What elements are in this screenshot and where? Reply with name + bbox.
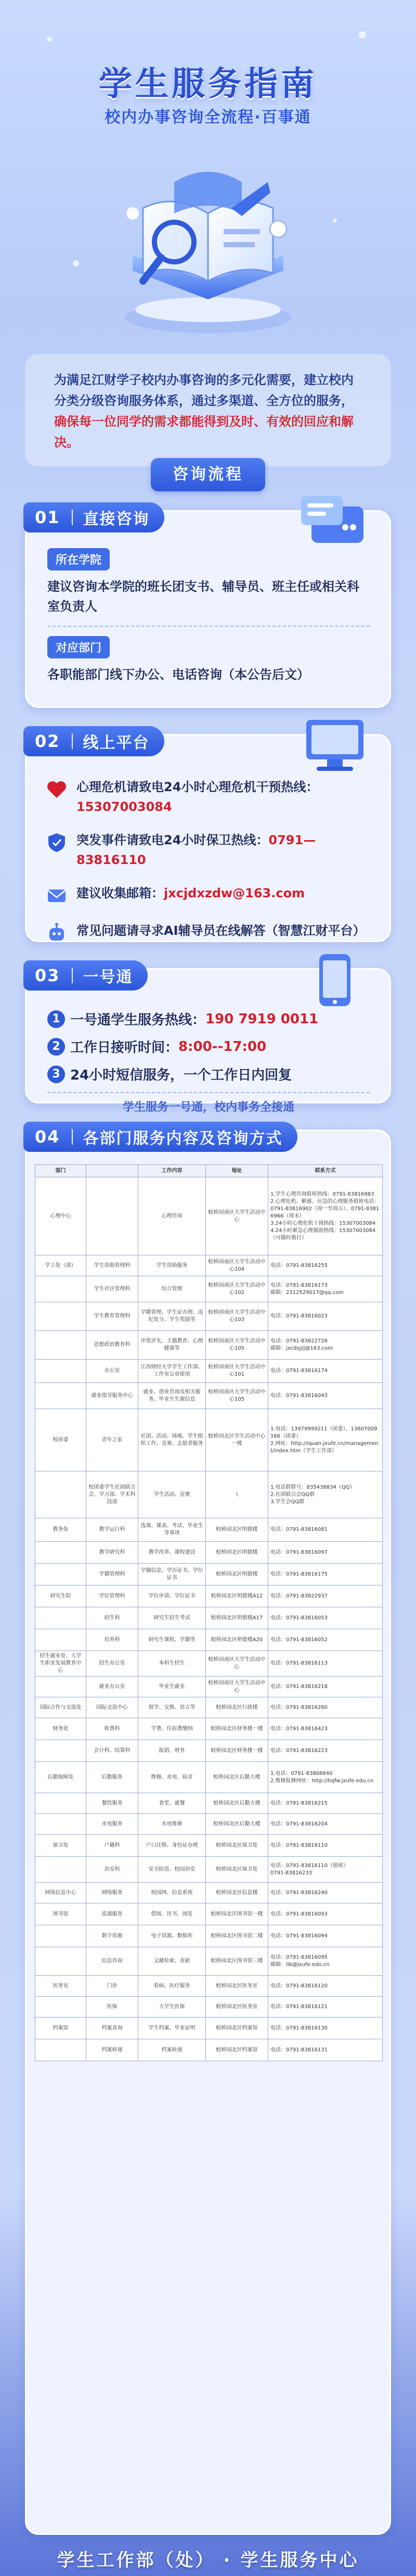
sub-department-cell: 教学运行科 [86, 1518, 138, 1542]
table-row [35, 1997, 383, 2017]
security-hotline-number[interactable]: 0791—83816110 [76, 833, 316, 867]
section-ribbon-flow: 咨询流程 [151, 458, 265, 491]
footer [0, 2545, 416, 2576]
department-cell: 财务处 [35, 1718, 86, 1740]
contact-cell[interactable]: 电话：0791-83822937 [268, 1585, 383, 1607]
sub-department-cell: 档案转递 [86, 2039, 138, 2061]
sub-department-cell: 门诊 [86, 1976, 138, 1997]
contact-cell[interactable]: 电话：0791-83816110 [268, 1835, 383, 1857]
sms-service-text: 24小时短信服务，一个工作日内回复 [70, 1068, 292, 1083]
hours-value: 8:00--17:00 [178, 1038, 267, 1055]
card-number: 01 [35, 507, 60, 527]
contact-cell[interactable]: 电话：0791-83816113 [268, 1651, 383, 1677]
address-cell: 蛟桥园北区明德楼A20 [206, 1629, 268, 1651]
page-subtitle: 校内办事咨询全流程·百事通 [105, 108, 311, 126]
department-cell [35, 1383, 86, 1409]
work-content-cell: 看病、医疗服务 [138, 1976, 206, 1997]
table-row [35, 1607, 383, 1629]
table-row [35, 1925, 383, 1947]
intro-text-normal: 为满足江财学子校内办事咨询的多元化需要，建立校内分类分级咨询服务体系，通过多渠道、全方位的服务， [54, 373, 354, 408]
address-cell: 蛟桥园北区明德楼A12 [206, 1585, 268, 1607]
sub-department-cell: 水电服务 [86, 1814, 138, 1835]
department-cell: 教务处 [35, 1518, 86, 1542]
address-cell: 蛟桥园北区明德楼 [206, 1518, 268, 1542]
hotline-label: 一号通学生服务热线： [70, 1012, 206, 1028]
hotline-item [47, 1037, 370, 1056]
table-row [35, 1857, 383, 1883]
table-row [35, 1255, 383, 1276]
hero-header [0, 0, 416, 364]
intro-card [25, 354, 391, 466]
shield-icon [45, 831, 68, 854]
tag-college: 所在学院 [47, 548, 110, 570]
sub-department-cell: 医保 [86, 1997, 138, 2017]
step-number: 2 [47, 1038, 65, 1056]
card-title: 一号通 [83, 968, 133, 986]
mail-icon [45, 884, 68, 907]
department-cell [35, 1302, 86, 1331]
card-number: 04 [35, 1127, 60, 1147]
table-row [35, 1409, 383, 1471]
contact-cell[interactable]: 电话：0791-83816081 [268, 1518, 383, 1542]
security-hotline-label: 突发事件请致电24小时保卫热线： [76, 833, 269, 847]
department-cell: 校团委 [35, 1409, 86, 1471]
contact-cell[interactable]: 电话：0791-83816175 [268, 1564, 383, 1585]
hotline-item [47, 1064, 370, 1084]
card-header-divider [72, 968, 73, 983]
contact-cell[interactable]: 电话：0791-83816120 [268, 1976, 383, 1997]
address-cell: 蛟桥园北区财务楼一楼 [206, 1740, 268, 1762]
work-content-cell: 档案转递 [138, 2039, 206, 2061]
psych-hotline-number[interactable]: 15307003084 [76, 800, 172, 814]
work-content-cell: 学籍管理、学生证办理、违纪处分、学生奖励等 [138, 1302, 206, 1331]
card-header-03 [23, 960, 148, 991]
work-content-cell: 学籍信息、学历证书、学位证书 [138, 1564, 206, 1585]
department-table-wrap [35, 1164, 382, 2061]
footer-org-right: 学生服务中心 [240, 2550, 359, 2571]
work-content-cell: 借阅、还书、阅览 [138, 1904, 206, 1925]
table-row [35, 1651, 383, 1677]
contact-cell[interactable]: 电话：0791-83816094 [268, 1925, 383, 1947]
table-row [35, 1276, 383, 1302]
chat-bubbles-icon [296, 491, 374, 553]
work-content-cell: 评优评先、主题教育、心理健康等 [138, 1331, 206, 1360]
address-cell: 蛟桥园南区大学生活动中心101 [206, 1360, 268, 1383]
table-row [35, 1302, 383, 1331]
card-header-04 [23, 1122, 297, 1152]
department-cell: 图书馆 [35, 1904, 86, 1925]
contact-cell[interactable]: 1.电话群群号：835438834（QQ） 2.社团联合会QQ群 3.学生会QQ群 [268, 1471, 383, 1518]
department-cell [35, 1629, 86, 1651]
ai-counselor-text: 常见问题请寻求AI辅导员在线解答（智慧江财平台） [76, 923, 366, 938]
table-header-cell: 工作内容 [138, 1165, 206, 1177]
contact-cell[interactable]: 电话：0791-83816043 [268, 1383, 383, 1409]
address-cell: 蛟桥园北区图书馆一楼 [206, 1904, 268, 1925]
address-cell: 蛟桥园南区大学生活动中心104 [206, 1255, 268, 1276]
sub-department-cell: 办公室 [86, 1360, 138, 1383]
work-content-cell: 毕业生就业 [138, 1677, 206, 1697]
department-cell [35, 1793, 86, 1814]
email-label: 建议收集邮箱： [76, 886, 164, 900]
contact-cell[interactable]: 电话：0791-83816173 邮箱：2312529017@qq.com [268, 1276, 383, 1302]
department-cell: 心理中心 [35, 1177, 86, 1255]
address-cell: 蛟桥园北区后勤大楼 [206, 1814, 268, 1835]
department-table [35, 1164, 383, 2061]
department-cell: 学工处（部） [35, 1255, 86, 1276]
table-row [35, 1835, 383, 1857]
table-row [35, 1629, 383, 1651]
online-item-ai [45, 921, 378, 945]
department-cell [35, 1471, 86, 1518]
work-content-cell: 心理咨询 [138, 1177, 206, 1255]
address-cell: 蛟桥园北区财务楼一楼 [206, 1718, 268, 1740]
address-cell: 蛟桥园北区保卫处 [206, 1857, 268, 1883]
work-content-cell: 电子资源、数据库 [138, 1925, 206, 1947]
card-header-01 [23, 502, 164, 532]
work-content-cell: 学生档案、毕业证明 [138, 2017, 206, 2039]
card-title: 直接咨询 [83, 510, 150, 528]
table-row [35, 1383, 383, 1409]
work-content-cell: 选课、课表、考试、毕业生等事项 [138, 1518, 206, 1542]
contact-cell[interactable]: 电话：0791-83816131 [268, 2039, 383, 2061]
sub-department-cell: 信息咨询 [86, 1947, 138, 1976]
address-cell: 蛟桥园南区大学生活动中心 [206, 1651, 268, 1677]
sub-department-cell: 户籍科 [86, 1835, 138, 1857]
department-advice-text: 各职能部门线下办公、电话咨询（本公告后文） [47, 667, 309, 682]
contact-cell[interactable]: 电话：0791-83816097 [268, 1542, 383, 1564]
sub-department-cell: 学生教育管理科 [86, 1302, 138, 1331]
department-cell [35, 1925, 86, 1947]
card-header-02 [23, 726, 164, 756]
address-cell: 蛟桥园南区大学生活动中心105 [206, 1383, 268, 1409]
intro-text-highlight: 确保每一位同学的需求都能得到及时、有效的回应和解决。 [54, 414, 354, 450]
card-header-divider [72, 1129, 73, 1145]
work-content-cell: 维修、水电、宿舍 [138, 1762, 206, 1793]
monitor-icon [296, 715, 374, 777]
sub-department-cell: 培养科 [86, 1629, 138, 1651]
contact-cell[interactable]: 电话：0791-83816095 邮箱：lib@jxufe.edu.cn [268, 1947, 383, 1976]
table-row [35, 1542, 383, 1564]
contact-cell[interactable]: 电话：0791-83816174 [268, 1360, 383, 1383]
online-item-psych [45, 777, 378, 817]
address-cell: 蛟桥园北区明德楼 [206, 1542, 268, 1564]
table-header-row [35, 1165, 383, 1177]
online-item-security [45, 830, 378, 870]
table-row [35, 1360, 383, 1383]
sub-department-cell: 餐饮服务 [86, 1793, 138, 1814]
contact-cell[interactable]: 电话：0791-83816260 [268, 1697, 383, 1718]
contact-cell[interactable]: 1.学生心理咨询值班热线：0791-83816983 2.心理危机、解惑、应急的心理服务值班电话：0791-83816902（周一至周五）、0791-83816966（周末） 3.24小时心理危机干预热线：15307003084 4.24小时紧急心理援助热线：15307003084（可随时拨打） [268, 1177, 383, 1255]
table-row [35, 1740, 383, 1762]
card-direct-consult [25, 507, 391, 708]
psych-hotline-label: 心理危机请致电24小时心理危机干预热线： [76, 780, 319, 794]
department-cell [35, 1947, 86, 1976]
contact-cell[interactable]: 电话：0791-83816052 [268, 1629, 383, 1651]
footer-dot-icon: · [223, 2550, 232, 2571]
table-row [35, 2017, 383, 2039]
table-row [35, 1814, 383, 1835]
address-cell: 蛟桥园北区档案馆 [206, 2039, 268, 2061]
table-row [35, 1904, 383, 1925]
department-cell: 档案馆 [35, 2017, 86, 2039]
hotline-number[interactable]: 190 7919 0011 [205, 1011, 319, 1027]
card-hotline [25, 966, 391, 1114]
step-number: 1 [47, 1010, 65, 1028]
table-row [35, 1331, 383, 1360]
email-address-link[interactable]: jxcjdxzdw@163.com [164, 886, 305, 900]
online-item-email [45, 883, 378, 907]
department-cell [35, 1276, 86, 1302]
department-cell: 后勤保障处 [35, 1762, 86, 1793]
address-cell: 蛟桥园北区医务室 [206, 1997, 268, 2017]
contact-cell[interactable]: 1.电话：0791-83808840 2.维修报修网址：http://hqfw.jxufe.edu.cn [268, 1762, 383, 1793]
sub-department-cell: 网络服务 [86, 1883, 138, 1904]
address-cell: 蛟桥园北区明德楼 [206, 1564, 268, 1585]
address-cell: 蛟桥园北区行政楼 [206, 1697, 268, 1718]
hotline-slogan: 学生服务一号通，校内事务全接通 [122, 1101, 294, 1114]
table-row [35, 1976, 383, 1997]
robot-icon [45, 922, 68, 945]
address-cell: 蛟桥园北区后勤大楼 [206, 1762, 268, 1793]
work-content-cell: 研究生招生考试 [138, 1607, 206, 1629]
contact-cell[interactable]: 电话：0791-83816223 [268, 1740, 383, 1762]
tag-department: 对应部门 [47, 636, 110, 658]
work-content-cell: 学生资助服务 [138, 1255, 206, 1276]
divider [47, 1092, 370, 1093]
phone-icon [296, 949, 374, 1011]
table-body [35, 1177, 383, 2061]
work-content-cell: 学位申请、学位证书 [138, 1585, 206, 1607]
contact-cell[interactable]: 电话：0791-83816255 [268, 1255, 383, 1276]
work-content-cell: 教学改革、课程建设 [138, 1542, 206, 1564]
table-row [35, 1585, 383, 1607]
table-header-cell: 地址 [206, 1165, 268, 1177]
department-cell [35, 1331, 86, 1360]
work-content-cell: 综合管理 [138, 1276, 206, 1302]
sub-department-cell: 思想政治教育科 [86, 1331, 138, 1360]
work-content-cell: 留学、交换、语言等 [138, 1697, 206, 1718]
work-content-cell: 学生活动、竞赛 [138, 1471, 206, 1518]
department-cell: 招生就业处、大学生职业发展教育中心 [35, 1651, 86, 1677]
table-row [35, 1883, 383, 1904]
work-content-cell: 食堂、就餐 [138, 1793, 206, 1814]
contact-cell[interactable]: 电话：0791-83816023 [268, 1302, 383, 1331]
table-row [35, 1697, 383, 1718]
work-content-cell: 学费、住宿费缴纳 [138, 1718, 206, 1740]
contact-cell[interactable]: 电话：0791-83816240 [268, 1883, 383, 1904]
sub-department-cell: 治安科 [86, 1857, 138, 1883]
sub-department-cell: 数字资源 [86, 1925, 138, 1947]
table-header-cell: 联系方式 [268, 1165, 383, 1177]
sub-department-cell: 青年之家 [86, 1409, 138, 1471]
work-content-cell: 大学生医保 [138, 1997, 206, 2017]
sub-department-cell: 招生办公室 [86, 1651, 138, 1677]
sub-department-cell: 会计科、结算科 [86, 1740, 138, 1762]
card-header-divider [72, 510, 73, 525]
table-header-cell [86, 1165, 138, 1177]
college-advice-text: 建议咨询本学院的班长团支书、辅导员、班主任或相关科室负责人 [47, 579, 359, 614]
department-cell [35, 1607, 86, 1629]
sub-department-cell [86, 1177, 138, 1255]
sub-department-cell: 国际交流中心 [86, 1697, 138, 1718]
address-cell: 蛟桥园北区图书馆三楼 [206, 1947, 268, 1976]
table-row [35, 1471, 383, 1518]
work-content-cell: 安全防范、校园治安 [138, 1857, 206, 1883]
table-row [35, 1518, 383, 1542]
department-cell: 国际合作与交流处 [35, 1697, 86, 1718]
contact-cell[interactable]: 电话：0791-83816110（值班） 0791-83816233 [268, 1857, 383, 1883]
work-content-cell: 研究生课程、学籍等 [138, 1629, 206, 1651]
address-cell: 蛟桥园南区大学生活动中心102 [206, 1276, 268, 1302]
contact-cell[interactable]: 电话：0791-83816204 [268, 1814, 383, 1835]
department-cell: 保卫处 [35, 1835, 86, 1857]
address-cell: 蛟桥园北区档案馆 [206, 2017, 268, 2039]
department-cell [35, 1814, 86, 1835]
department-cell: 网络信息中心 [35, 1883, 86, 1904]
sub-department-cell: 收费科 [86, 1718, 138, 1740]
table-row [35, 1947, 383, 1976]
department-cell [35, 1360, 86, 1383]
department-cell [35, 1740, 86, 1762]
department-cell [35, 1857, 86, 1883]
work-content-cell: 校园网、信息系统 [138, 1883, 206, 1904]
sub-department-cell: 就业指导服务中心 [86, 1383, 138, 1409]
card-number: 03 [35, 966, 60, 985]
step-number: 3 [47, 1065, 65, 1083]
address-cell: 蛟桥园北区保卫处 [206, 1835, 268, 1857]
contact-cell[interactable]: 电话：0791-83816130 [268, 2017, 383, 2039]
department-cell: 研究生院 [35, 1585, 86, 1607]
contact-cell[interactable]: 电话：0791-83816053 [268, 1607, 383, 1629]
sub-department-cell: 学籍管理科 [86, 1564, 138, 1585]
work-content-cell: 就业、创业咨询及相关服务、毕业生生源信息 [138, 1383, 206, 1409]
contact-cell[interactable]: 电话：0791-83816093 [268, 1904, 383, 1925]
address-cell: 蛟桥园北区图书馆二楼 [206, 1925, 268, 1947]
address-cell: 蛟桥园北区信息楼 [206, 1883, 268, 1904]
sub-department-cell: 校团委学生社团联合会、学习部、学术科技部 [86, 1471, 138, 1518]
address-cell: 蛟桥园南区大学生活动中心105 [206, 1331, 268, 1360]
table-row [35, 1762, 383, 1793]
department-cell [35, 1564, 86, 1585]
address-cell: 蛟桥园南区大学生活动中心103 [206, 1302, 268, 1331]
work-content-cell: 文献检索、查新 [138, 1947, 206, 1976]
address-cell: 蛟桥园南区大学生活动中心 [206, 1677, 268, 1697]
work-content-cell: 户口迁移、身份证办理 [138, 1835, 206, 1857]
sub-department-cell: 后勤服务 [86, 1762, 138, 1793]
hotline-item [47, 1009, 370, 1029]
sub-department-cell: 招生科 [86, 1607, 138, 1629]
divider [47, 626, 370, 627]
contact-cell[interactable]: 电话：0791-83816218 [268, 1677, 383, 1697]
intro-text [54, 370, 362, 453]
table-row [35, 1718, 383, 1740]
contact-cell[interactable]: 1.电话：13979999211（团委）、13607009166（团委） 2.网址：http://iquan.jxufe.cn/management/index.htm（学生工作部） [268, 1409, 383, 1471]
sub-department-cell: 学位管理科 [86, 1585, 138, 1607]
table-row [35, 1793, 383, 1814]
address-cell: 蛟桥园北区明德楼A17 [206, 1607, 268, 1629]
card-header-divider [72, 733, 73, 749]
table-row [35, 1677, 383, 1697]
contact-cell[interactable]: 电话：0791-83816215 [268, 1793, 383, 1814]
hours-label: 工作日接听时间： [70, 1040, 179, 1056]
contact-cell[interactable]: 电话：0791-83816121 [268, 1997, 383, 2017]
address-cell: 蛟桥园北区学生活动中心一楼 [206, 1409, 268, 1471]
table-row [35, 2039, 383, 2061]
sub-department-cell: 流通服务 [86, 1904, 138, 1925]
table-header-cell: 部门 [35, 1165, 86, 1177]
work-content-cell: 社团、活动、场地、学生组织工作、竞赛、志愿者服务 [138, 1409, 206, 1471]
sub-department-cell: 就业办公室 [86, 1677, 138, 1697]
address-cell: 蛟桥园北区医务室 [206, 1976, 268, 1997]
sub-department-cell: 学生社区管理科 [86, 1276, 138, 1302]
card-number: 02 [35, 731, 60, 751]
work-content-cell: 本科生招生 [138, 1651, 206, 1677]
department-cell: 医务室 [35, 1976, 86, 1997]
department-cell [35, 1677, 86, 1697]
table-row [35, 1177, 383, 1255]
contact-cell[interactable]: 电话：0791-83822726 邮箱：jxcdsjzj@163.com [268, 1331, 383, 1360]
address-cell: 蛟桥园南区大学生活动中心 [206, 1177, 268, 1255]
card-department-table [25, 1127, 391, 2535]
sub-department-cell: 学生资助管理科 [86, 1255, 138, 1276]
work-content-cell: 水电维修 [138, 1814, 206, 1835]
heart-icon [45, 778, 68, 801]
table-row [35, 1564, 383, 1585]
card-title: 线上平台 [83, 734, 150, 752]
book-illustration-icon [112, 151, 304, 338]
sub-department-cell: 教学研究科 [86, 1542, 138, 1564]
department-cell [35, 1542, 86, 1564]
footer-org-left: 学生工作部（处） [57, 2550, 215, 2571]
department-cell [35, 1997, 86, 2017]
sub-department-cell: 档案查询 [86, 2017, 138, 2039]
card-online-platform [25, 731, 391, 942]
address-cell: 蛟桥园北区后勤大楼 [206, 1793, 268, 1814]
address-cell: \ [206, 1471, 268, 1518]
card-title: 各部门服务内容及咨询方式 [83, 1130, 283, 1148]
department-cell [35, 2039, 86, 2061]
work-content-cell: 江西财经大学学生工作部、工作室公章使用 [138, 1360, 206, 1383]
page-title: 学生服务指南 [99, 65, 317, 104]
contact-cell[interactable]: 电话：0791-83816423 [268, 1718, 383, 1740]
work-content-cell: 报销、财务 [138, 1740, 206, 1762]
